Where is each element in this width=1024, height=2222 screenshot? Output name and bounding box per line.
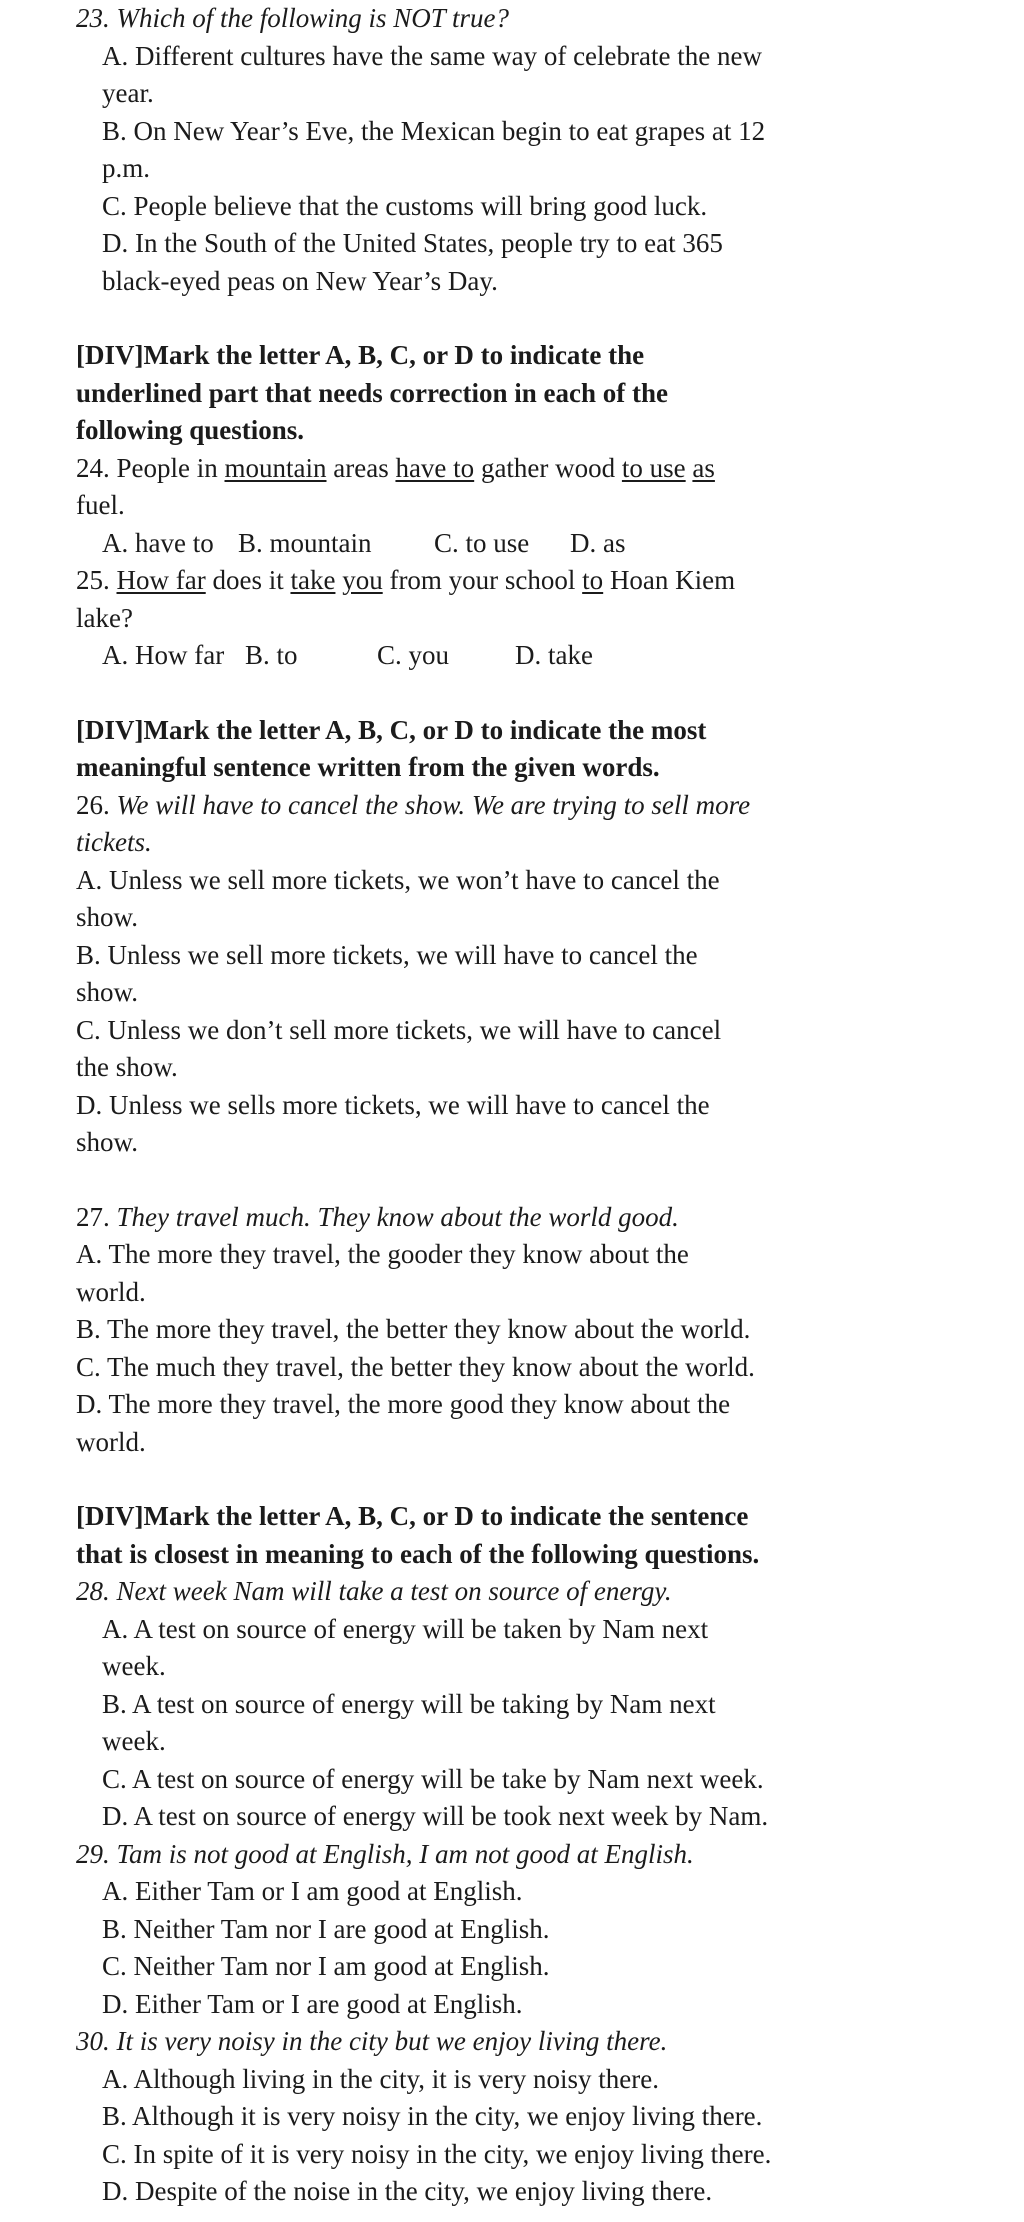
section-heading-sentence-building (76, 712, 1024, 787)
option-25-d: D. take (515, 640, 593, 670)
question-26-stem (76, 787, 1024, 825)
question-26 (76, 787, 1024, 1162)
question-27 (76, 1199, 1024, 1462)
option-27-b: B. The more they travel, the better they know about the world. (76, 1314, 751, 1344)
question-24-stem-cont: fuel. (76, 490, 125, 520)
option-23-a-cont: year. (102, 78, 154, 108)
question-27-stem (76, 1199, 1024, 1237)
question-25-stem (76, 562, 1024, 600)
option-27-d: D. The more they travel, the more good they know about the (76, 1389, 731, 1419)
option-26-a-cont: show. (76, 902, 139, 932)
option-27-c: C. The much they travel, the better they know about the world. (76, 1351, 755, 1382)
question-25-options (76, 637, 1024, 675)
option-27-d-cont: world. (76, 1426, 146, 1457)
question-25-text: does it (205, 565, 291, 595)
underlined-take: take (290, 565, 336, 595)
question-28-stem: 28. Next week Nam will take a test on source of energy. (76, 1576, 672, 1606)
option-23-a: A. Different cultures have the same way of celebrate the new (102, 40, 762, 71)
underlined-to: to (582, 565, 604, 595)
option-30-c: C. In spite of it is very noisy in the city, we enjoy living there. (102, 2138, 772, 2169)
option-26-c: C. Unless we don’t sell more tickets, we will have to cancel (76, 1014, 722, 1045)
section-heading-error-identification (76, 337, 1024, 450)
underlined-you: you (342, 565, 383, 595)
question-26-text: We will have to cancel the show. We are trying to sell more (116, 789, 751, 820)
option-28-a-cont: week. (102, 1651, 166, 1681)
option-30-d: D. Despite of the noise in the city, we enjoy living there. (102, 2176, 713, 2206)
section-1-line-2: underlined part that needs correction in each of the (76, 377, 668, 408)
section-2-line-2: meaningful sentence written from the given words. (76, 752, 660, 782)
question-24-text: 24. People in (76, 452, 225, 483)
section-heading-closest-meaning (76, 1498, 1024, 1573)
underlined-to-use: to use (621, 452, 686, 483)
option-28-c: C. A test on source of energy will be take by Nam next week. (102, 1763, 764, 1794)
option-28-b-cont: week. (102, 1726, 166, 1756)
option-23-c: C. People believe that the customs will bring good luck. (102, 190, 708, 221)
option-29-a: A. Either Tam or I am good at English. (102, 1876, 523, 1906)
question-27-text: They travel much. They know about the world good. (116, 1201, 679, 1232)
question-24-text: gather wood (474, 452, 622, 483)
underlined-as: as (692, 452, 715, 483)
section-2-line-1: [DIV]Mark the letter A, B, C, or D to indicate the most (76, 714, 707, 745)
option-28-b: B. A test on source of energy will be taking by Nam next (102, 1688, 716, 1719)
option-23-d: D. In the South of the United States, people try to eat 365 (102, 228, 723, 258)
question-25-text: Hoan Kiem (603, 565, 736, 595)
question-30-stem: 30. It is very noisy in the city but we enjoy living there. (76, 2026, 668, 2056)
option-30-b: B. Although it is very noisy in the city, we enjoy living there. (102, 2101, 763, 2131)
question-26-stem-cont: tickets. (76, 827, 152, 857)
section-3-line-2: that is closest in meaning to each of the following questions. (76, 1538, 760, 1569)
question-26-number: 26. (76, 789, 117, 820)
option-26-b: B. Unless we sell more tickets, we will have to cancel the (76, 939, 698, 970)
option-26-a: A. Unless we sell more tickets, we won’t have to cancel the (76, 864, 720, 895)
section-1-line-1: [DIV]Mark the letter A, B, C, or D to indicate the (76, 340, 645, 370)
option-24-d: D. as (570, 527, 626, 558)
question-29-stem: 29. Tam is not good at English, I am not good at English. (76, 1838, 694, 1869)
option-28-d: D. A test on source of energy will be took next week by Nam. (102, 1801, 769, 1831)
question-24-stem (76, 450, 1024, 488)
option-24-a: A. have to (102, 527, 214, 558)
section-1-line-3: following questions. (76, 415, 305, 445)
option-30-a: A. Although living in the city, it is very noisy there. (102, 2063, 659, 2094)
option-29-c: C. Neither Tam nor I am good at English. (102, 1951, 550, 1981)
underlined-mountain: mountain (224, 452, 327, 483)
option-24-c: C. to use (434, 527, 530, 558)
option-23-b: B. On New Year’s Eve, the Mexican begin to eat grapes at 12 (102, 115, 766, 146)
option-27-a: A. The more they travel, the gooder they know about the (76, 1239, 689, 1269)
option-25-c: C. you (377, 640, 450, 670)
option-24-b: B. mountain (238, 527, 372, 558)
option-28-a: A. A test on source of energy will be taken by Nam next (102, 1613, 709, 1644)
underlined-have-to: have to (395, 452, 475, 483)
option-29-d: D. Either Tam or I are good at English. (102, 1988, 523, 2019)
option-23-b-cont: p.m. (102, 153, 151, 183)
question-23 (76, 0, 1024, 300)
question-24 (76, 450, 1024, 563)
question-28 (76, 1573, 1024, 1836)
option-23-d-cont: black-eyed peas on New Year’s Day. (102, 265, 498, 296)
question-25 (76, 562, 1024, 675)
question-27-number: 27. (76, 1201, 117, 1232)
question-23-stem: 23. Which of the following is NOT true? (76, 3, 510, 33)
option-26-b-cont: show. (76, 977, 139, 1007)
question-24-text: areas (326, 452, 396, 483)
question-25-text: 25. (76, 565, 117, 595)
option-26-c-cont: the show. (76, 1052, 178, 1082)
question-25-stem-cont: lake? (76, 602, 133, 633)
question-24-options (76, 525, 1024, 563)
question-29 (76, 1836, 1024, 2024)
option-29-b: B. Neither Tam nor I are good at English. (102, 1913, 550, 1944)
option-27-a-cont: world. (76, 1276, 146, 1307)
section-3-line-1: [DIV]Mark the letter A, B, C, or D to indicate the sentence (76, 1501, 749, 1531)
underlined-how-far: How far (116, 565, 206, 595)
option-26-d: D. Unless we sells more tickets, we will have to cancel the (76, 1089, 710, 1120)
question-25-text: from your school (382, 565, 583, 595)
option-25-a: A. How far (102, 640, 225, 670)
option-25-b: B. to (245, 640, 298, 670)
option-26-d-cont: show. (76, 1127, 139, 1157)
question-30 (76, 2023, 1024, 2211)
